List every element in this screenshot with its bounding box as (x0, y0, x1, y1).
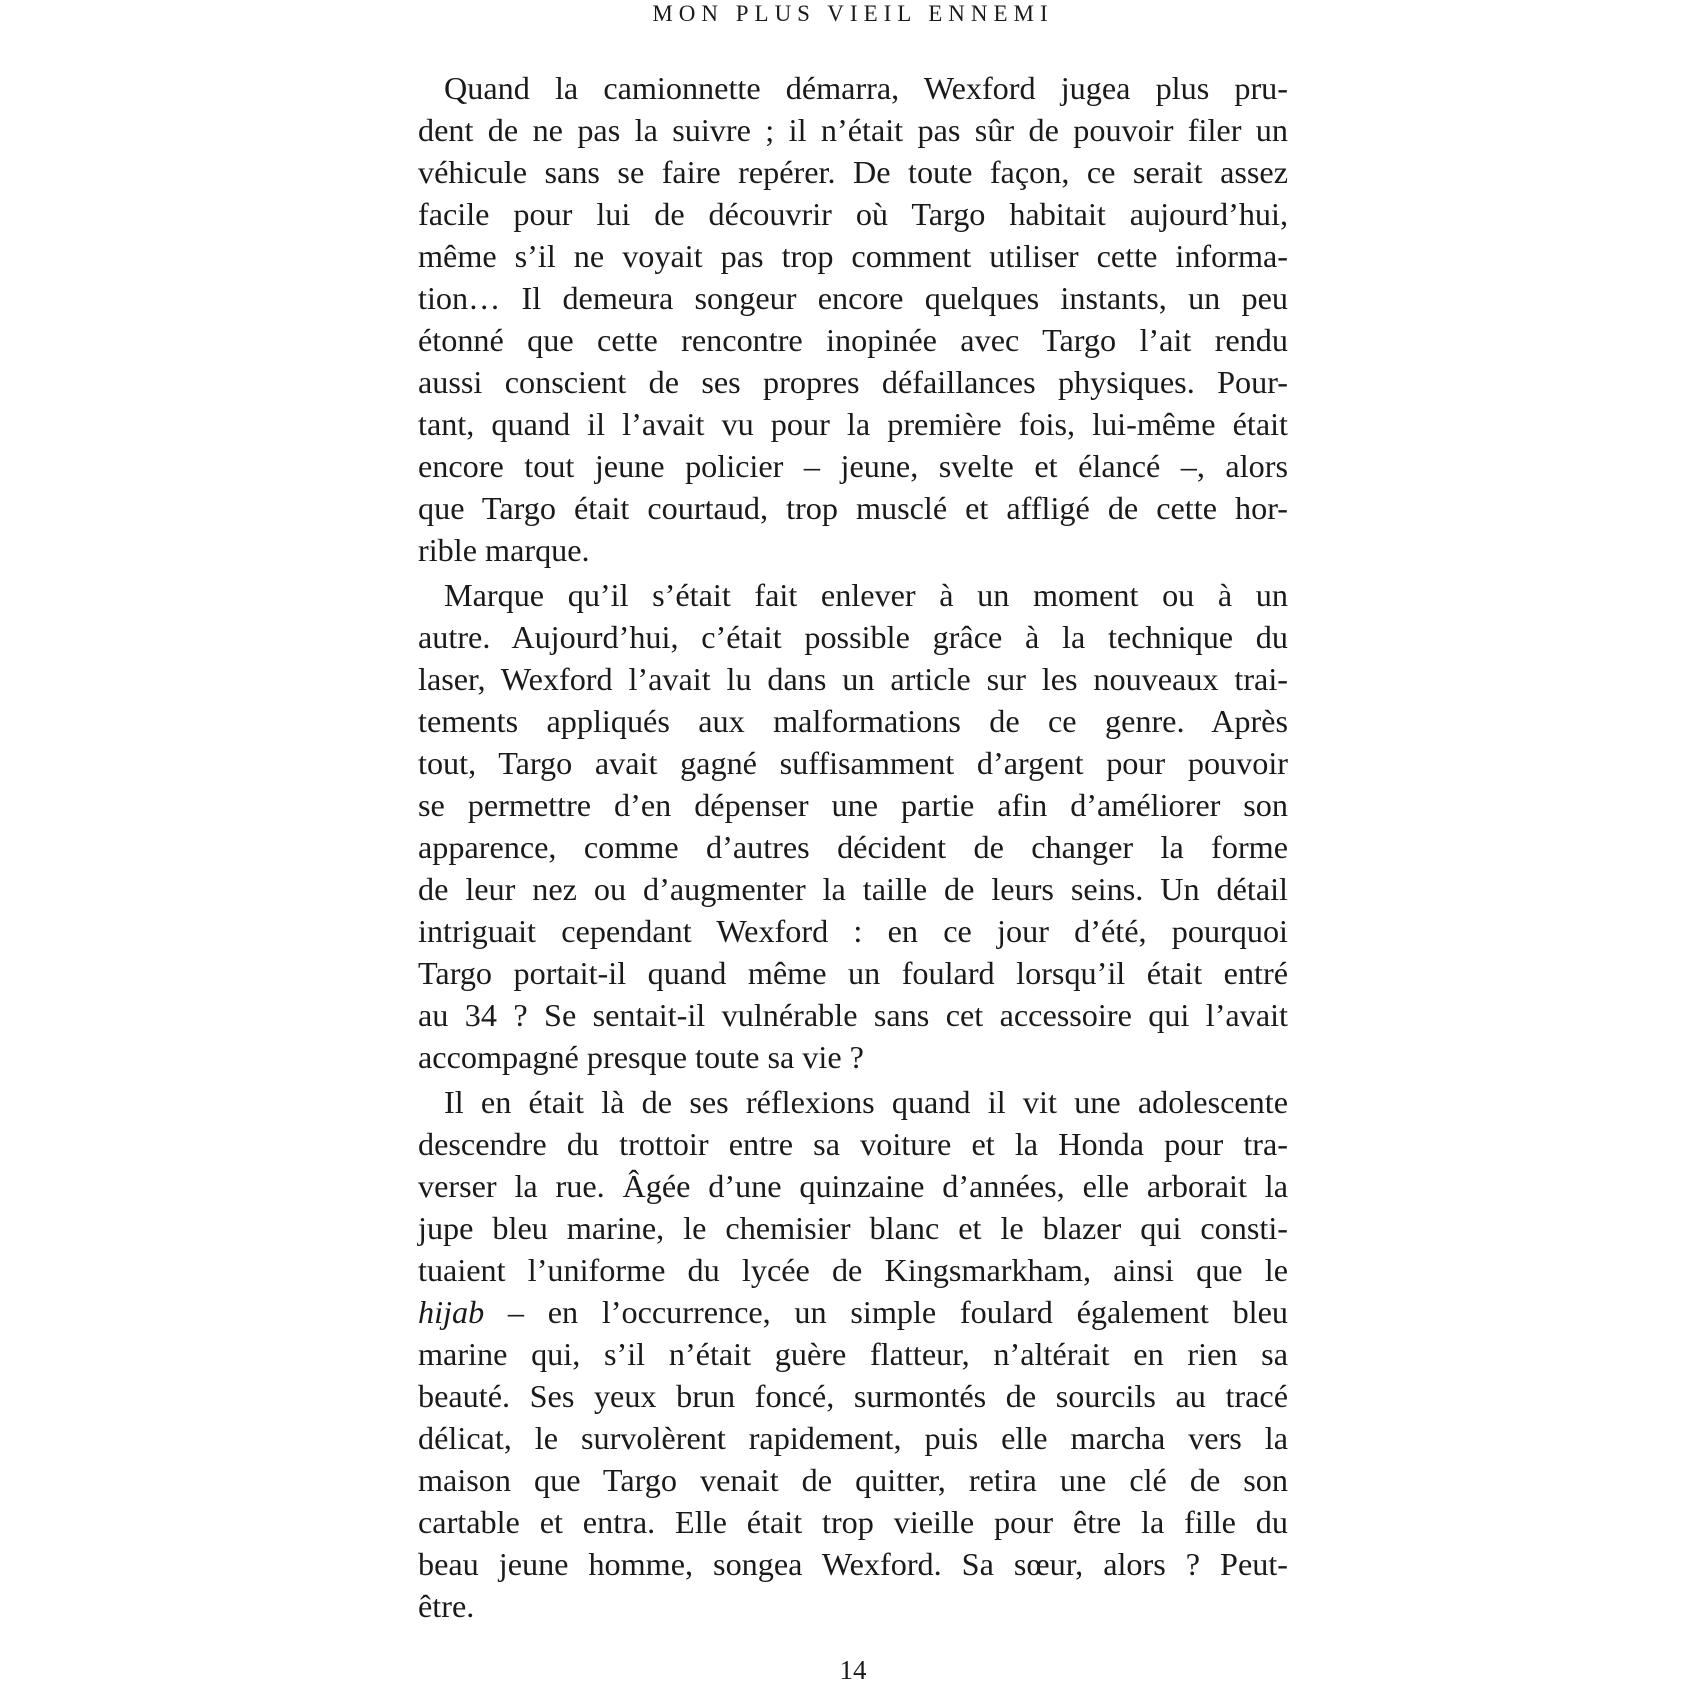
text-line: Targo portait-il quand même un foulard lorsqu’il était entré (418, 955, 1288, 991)
text-line: aussi conscient de ses propres défaillances physiques. Pour- (418, 364, 1288, 400)
text-line: Quand la camionnette démarra, Wexford jugea plus pru- (444, 70, 1288, 106)
text-line: maison que Targo venait de quitter, retira une clé de son (418, 1462, 1288, 1498)
text-line: beauté. Ses yeux brun foncé, surmontés de sourcils au tracé (418, 1378, 1288, 1414)
text-line: dent de ne pas la suivre ; il n’était pas sûr de pouvoir filer un (418, 112, 1288, 148)
running-head: MON PLUS VIEIL ENNEMI (652, 1, 1054, 26)
page-number: 14 (839, 1655, 867, 1685)
text-line: apparence, comme d’autres décident de changer la forme (418, 829, 1288, 865)
text-line: encore tout jeune policier – jeune, svelte et élancé –, alors (418, 448, 1288, 484)
text-line: rible marque. (418, 532, 590, 568)
text-line: facile pour lui de découvrir où Targo habitait aujourd’hui, (418, 196, 1288, 232)
text-line: intriguait cependant Wexford : en ce jour d’été, pourquoi (418, 913, 1288, 949)
text-line: laser, Wexford l’avait lu dans un article sur les nouveaux trai- (418, 661, 1288, 697)
text-line: verser la rue. Âgée d’une quinzaine d’années, elle arborait la (418, 1168, 1288, 1204)
text-line: descendre du trottoir entre sa voiture et la Honda pour tra- (418, 1126, 1288, 1162)
text-line: cartable et entra. Elle était trop vieille pour être la fille du (418, 1504, 1288, 1540)
text-line: tion… Il demeura songeur encore quelques instants, un peu (418, 280, 1288, 316)
text-line: accompagné presque toute sa vie ? (418, 1039, 864, 1075)
text-line: tout, Targo avait gagné suffisamment d’argent pour pouvoir (418, 745, 1288, 781)
page-body (418, 67, 1288, 1630)
text-line: véhicule sans se faire repérer. De toute façon, ce serait assez (418, 154, 1288, 190)
text-line: tements appliqués aux malformations de ce genre. Après (418, 703, 1288, 739)
text-line: délicat, le survolèrent rapidement, puis elle marcha vers la (418, 1420, 1288, 1456)
text-line: jupe bleu marine, le chemisier blanc et le blazer qui consti- (418, 1210, 1288, 1246)
text-line: se permettre d’en dépenser une partie afin d’améliorer son (418, 787, 1288, 823)
text-line: hijab – en l’occurrence, un simple foulard également bleu (418, 1294, 1288, 1330)
text-line: Il en était là de ses réflexions quand il vit une adolescente (444, 1084, 1288, 1120)
text-line: au 34 ? Se sentait-il vulnérable sans cet accessoire qui l’avait (418, 997, 1288, 1033)
paragraph-3 (418, 1081, 1288, 1627)
paragraph-1 (418, 67, 1288, 571)
text-line: tuaient l’uniforme du lycée de Kingsmarkham, ainsi que le (418, 1252, 1288, 1288)
text-line: beau jeune homme, songea Wexford. Sa sœur, alors ? Peut- (418, 1546, 1288, 1582)
text-line: tant, quand il l’avait vu pour la première fois, lui-même était (418, 406, 1288, 442)
text-line: autre. Aujourd’hui, c’était possible grâce à la technique du (418, 619, 1288, 655)
text-line: être. (418, 1588, 475, 1624)
text-line: même s’il ne voyait pas trop comment utiliser cette informa- (418, 238, 1288, 274)
text-line: Marque qu’il s’était fait enlever à un moment ou à un (444, 577, 1288, 613)
text-line: marine qui, s’il n’était guère flatteur, n’altérait en rien sa (418, 1336, 1288, 1372)
text-line: de leur nez ou d’augmenter la taille de leurs seins. Un détail (418, 871, 1288, 907)
italic-word: hijab (418, 1294, 485, 1330)
text-line: étonné que cette rencontre inopinée avec Targo l’ait rendu (418, 322, 1288, 358)
text-line: que Targo était courtaud, trop musclé et affligé de cette hor- (418, 490, 1288, 526)
paragraph-2 (418, 574, 1288, 1078)
